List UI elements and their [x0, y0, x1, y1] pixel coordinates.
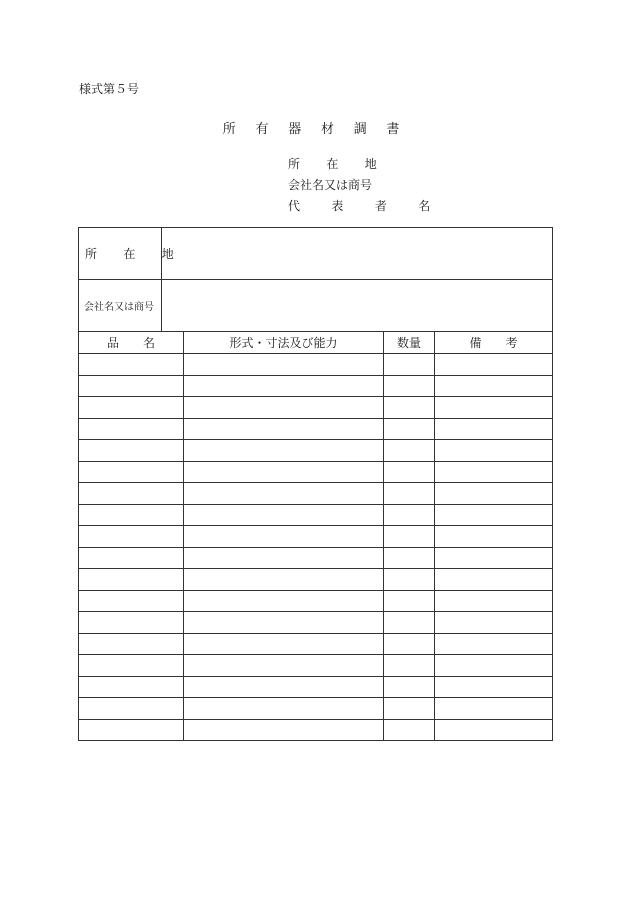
table-row	[79, 676, 553, 698]
quantity-cell[interactable]	[384, 418, 435, 440]
quantity-cell[interactable]	[384, 397, 435, 419]
remarks-cell[interactable]	[435, 397, 553, 419]
spec-cell[interactable]	[184, 397, 384, 419]
applicant-address-label: 所 在 地	[288, 157, 385, 171]
item-name-cell[interactable]	[79, 719, 184, 741]
remarks-cell[interactable]	[435, 461, 553, 483]
equipment-table	[78, 227, 553, 741]
table-row	[79, 719, 553, 741]
info-address-field[interactable]	[162, 228, 553, 280]
applicant-block	[288, 154, 444, 217]
item-name-cell[interactable]	[79, 655, 184, 677]
remarks-cell[interactable]	[435, 698, 553, 720]
table-row	[79, 612, 553, 634]
quantity-cell[interactable]	[384, 655, 435, 677]
table-row	[79, 590, 553, 612]
info-row-company	[79, 280, 553, 332]
remarks-cell[interactable]	[435, 655, 553, 677]
applicant-representative-label: 代 表 者 名	[288, 199, 445, 213]
table-row	[79, 418, 553, 440]
item-name-cell[interactable]	[79, 612, 184, 634]
item-name-cell[interactable]	[79, 569, 184, 591]
info-row-address	[79, 228, 553, 280]
remarks-cell[interactable]	[435, 547, 553, 569]
info-address-label: 所 在 地	[79, 228, 162, 280]
remarks-cell[interactable]	[435, 569, 553, 591]
item-name-cell[interactable]	[79, 418, 184, 440]
quantity-cell[interactable]	[384, 590, 435, 612]
remarks-cell[interactable]	[435, 590, 553, 612]
table-row	[79, 569, 553, 591]
quantity-cell[interactable]	[384, 569, 435, 591]
spec-cell[interactable]	[184, 590, 384, 612]
spec-cell[interactable]	[184, 547, 384, 569]
spec-cell[interactable]	[184, 504, 384, 526]
spec-cell[interactable]	[184, 719, 384, 741]
spec-cell[interactable]	[184, 698, 384, 720]
spec-cell[interactable]	[184, 483, 384, 505]
quantity-cell[interactable]	[384, 526, 435, 548]
table-row	[79, 655, 553, 677]
spec-cell[interactable]	[184, 375, 384, 397]
quantity-cell[interactable]	[384, 698, 435, 720]
quantity-cell[interactable]	[384, 633, 435, 655]
spec-cell[interactable]	[184, 440, 384, 462]
column-header-spec: 形式・寸法及び能力	[184, 332, 384, 354]
spec-cell[interactable]	[184, 418, 384, 440]
table-row	[79, 547, 553, 569]
remarks-cell[interactable]	[435, 354, 553, 376]
column-header-quantity: 数量	[384, 332, 435, 354]
spec-cell[interactable]	[184, 612, 384, 634]
form-number: 様式第５号	[79, 82, 140, 96]
spec-cell[interactable]	[184, 461, 384, 483]
remarks-cell[interactable]	[435, 375, 553, 397]
quantity-cell[interactable]	[384, 676, 435, 698]
table-header-row	[79, 332, 553, 354]
quantity-cell[interactable]	[384, 354, 435, 376]
remarks-cell[interactable]	[435, 633, 553, 655]
item-name-cell[interactable]	[79, 526, 184, 548]
remarks-cell[interactable]	[435, 612, 553, 634]
remarks-cell[interactable]	[435, 418, 553, 440]
spec-cell[interactable]	[184, 633, 384, 655]
info-company-field[interactable]	[162, 280, 553, 332]
item-name-cell[interactable]	[79, 504, 184, 526]
quantity-cell[interactable]	[384, 461, 435, 483]
quantity-cell[interactable]	[384, 612, 435, 634]
item-name-cell[interactable]	[79, 397, 184, 419]
table-row	[79, 698, 553, 720]
table-row	[79, 504, 553, 526]
table-row	[79, 461, 553, 483]
quantity-cell[interactable]	[384, 375, 435, 397]
info-company-label: 会社名又は商号	[79, 280, 162, 332]
column-header-remarks: 備 考	[435, 332, 553, 354]
item-name-cell[interactable]	[79, 483, 184, 505]
spec-cell[interactable]	[184, 676, 384, 698]
item-name-cell[interactable]	[79, 590, 184, 612]
quantity-cell[interactable]	[384, 504, 435, 526]
table-row	[79, 397, 553, 419]
table-row	[79, 375, 553, 397]
item-name-cell[interactable]	[79, 676, 184, 698]
remarks-cell[interactable]	[435, 719, 553, 741]
item-name-cell[interactable]	[79, 440, 184, 462]
item-name-cell[interactable]	[79, 633, 184, 655]
table-row	[79, 526, 553, 548]
remarks-cell[interactable]	[435, 504, 553, 526]
applicant-company-label: 会社名又は商号	[288, 178, 373, 192]
column-header-item-name: 品 名	[79, 332, 184, 354]
remarks-cell[interactable]	[435, 676, 553, 698]
item-name-cell[interactable]	[79, 354, 184, 376]
document-title: 所 有 器 材 調 書	[222, 122, 408, 137]
table-row	[79, 483, 553, 505]
table-row	[79, 633, 553, 655]
remarks-cell[interactable]	[435, 483, 553, 505]
quantity-cell[interactable]	[384, 547, 435, 569]
item-name-cell[interactable]	[79, 698, 184, 720]
quantity-cell[interactable]	[384, 440, 435, 462]
item-name-cell[interactable]	[79, 547, 184, 569]
spec-cell[interactable]	[184, 655, 384, 677]
quantity-cell[interactable]	[384, 719, 435, 741]
item-name-cell[interactable]	[79, 461, 184, 483]
item-name-cell[interactable]	[79, 375, 184, 397]
quantity-cell[interactable]	[384, 483, 435, 505]
spec-cell[interactable]	[184, 526, 384, 548]
remarks-cell[interactable]	[435, 526, 553, 548]
remarks-cell[interactable]	[435, 440, 553, 462]
spec-cell[interactable]	[184, 569, 384, 591]
table-row	[79, 354, 553, 376]
spec-cell[interactable]	[184, 354, 384, 376]
table-row	[79, 440, 553, 462]
